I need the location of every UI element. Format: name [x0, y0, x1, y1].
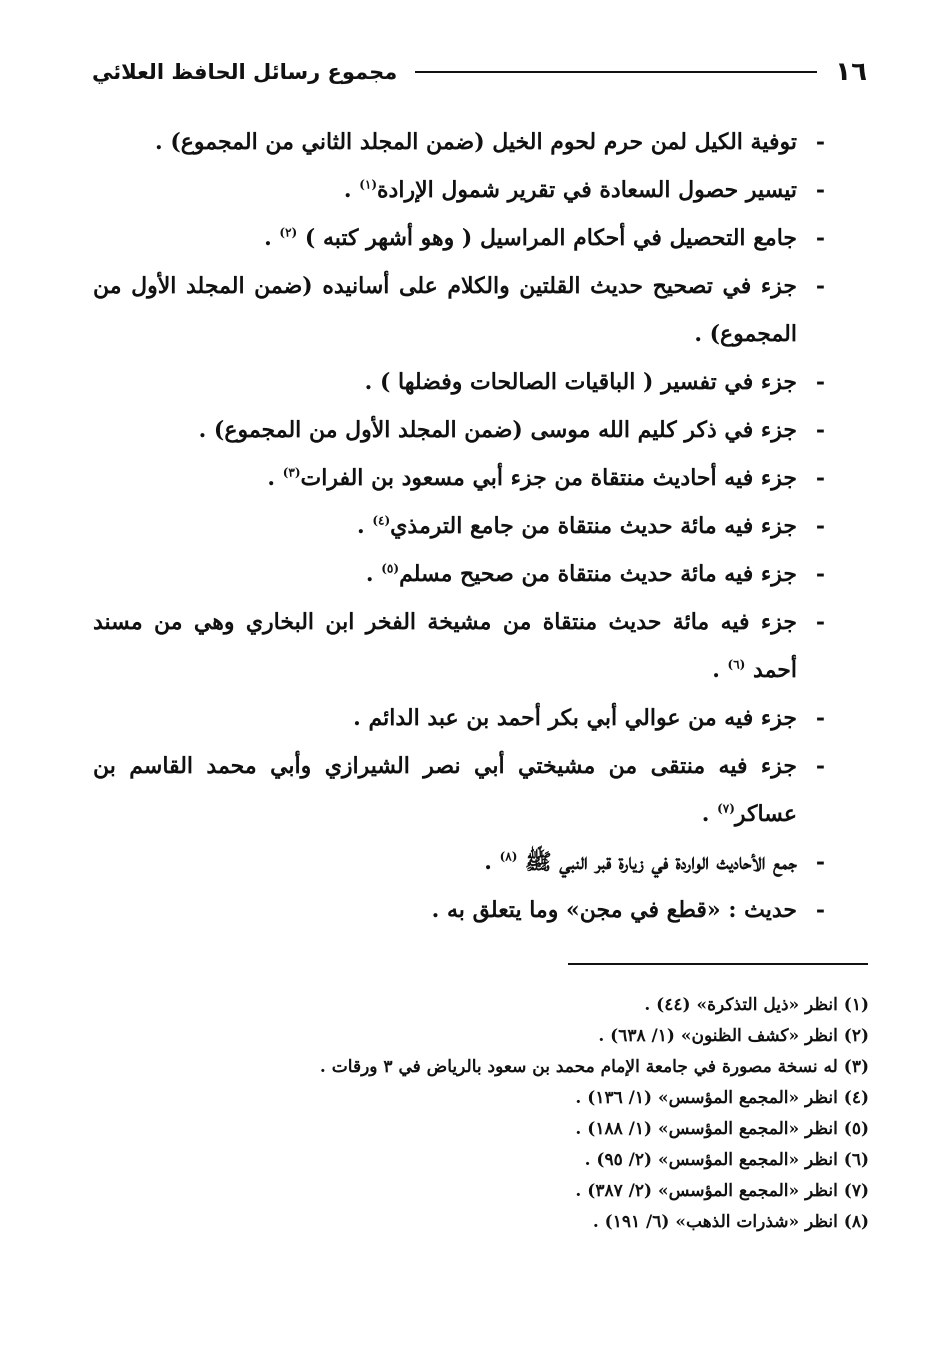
- footnote-ref[interactable]: (٧): [717, 801, 735, 816]
- list-item: - جزء فيه أحاديث منتقاة من جزء أبي مسعود بن الفرات$^{(٣)}$ .: [267, 465, 825, 491]
- footnote-ref[interactable]: (٢): [279, 225, 298, 240]
- footnote-ref[interactable]: (٦): [727, 657, 746, 672]
- list-item: - جزء فيه مائة حديث منتقاة من جامع الترمذي$^{(٤)}$ .: [357, 513, 825, 539]
- works-list: [93, 118, 825, 934]
- footnote: (٤) انظر «المجمع المؤسس» (١/ ١٣٦) .: [575, 1088, 869, 1108]
- footnote: (٧) انظر «المجمع المؤسس» (٢/ ٣٨٧) .: [575, 1181, 869, 1201]
- list-item: - جزء في تفسير ( الباقيات الصالحات وفضلها ) .: [364, 369, 825, 395]
- list-item: - جامع التحصيل في أحكام المراسيل ( وهو أشهر كتبه ) $^{(٢)}$ .: [264, 225, 825, 251]
- footnote: (٥) انظر «المجمع المؤسس» (١/ ١٨٨) .: [575, 1119, 869, 1139]
- list-item: - جزء في تصحيح حديث القلتين والكلام على أسانيده (ضمن المجلد الأول من المجموع) .: [93, 273, 825, 347]
- footnote-ref[interactable]: (٤): [372, 513, 391, 528]
- footnote-ref[interactable]: (٥): [381, 561, 400, 576]
- list-item: - جمع الأحاديث الواردة في زيارة قبر النبي ﷺ $^{(٨)}$ .: [484, 849, 825, 875]
- header-rule: [415, 71, 817, 73]
- footnote: (٨) انظر «شذرات الذهب» (٦/ ١٩١) .: [592, 1212, 869, 1232]
- footnote-ref[interactable]: (٣): [282, 465, 301, 480]
- list-item: - جزء في ذكر كليم الله موسى (ضمن المجلد الأول من المجموع) .: [198, 417, 825, 443]
- footnote-ref[interactable]: (١): [359, 177, 378, 192]
- list-item: - حديث : «قطع في مجن» وما يتعلق به .: [431, 897, 825, 923]
- page-number: ١٦: [835, 57, 867, 87]
- list-item: - جزء فيه من عوالي أبي بكر أحمد بن عبد الدائم .: [353, 705, 825, 731]
- list-item: - تيسير حصول السعادة في تقرير شمول الإرادة$^{(١)}$ .: [343, 177, 825, 203]
- list-item: - جزء فيه منتقى من مشيختي أبي نصر الشيرازي وأبي محمد القاسم بن عساكر$^{(٧)}$ .: [93, 753, 825, 827]
- footnote: (٦) انظر «المجمع المؤسس» (٢/ ٩٥) .: [584, 1150, 869, 1170]
- footnote: (٣) له نسخة مصورة في جامعة الإمام محمد بن سعود بالرياض في ٣ ورقات .: [319, 1057, 869, 1077]
- footnotes-list: [89, 990, 869, 1238]
- list-item: - جزء فيه مائة حديث منتقاة من مشيخة الفخر ابن البخاري وهي من مسند أحمد $^{(٦)}$ .: [93, 609, 825, 683]
- running-title: مجموع رسائل الحافظ العلائي: [92, 60, 398, 84]
- footnote-ref[interactable]: (٨): [499, 849, 518, 864]
- footnote: (٢) انظر «كشف الظنون» (١/ ٦٣٨) .: [598, 1026, 869, 1046]
- list-item: - توفية الكيل لمن حرم لحوم الخيل (ضمن المجلد الثاني من المجموع) .: [155, 129, 825, 155]
- page-header: [92, 52, 867, 92]
- footnote-separator: [568, 963, 868, 965]
- list-item: - جزء فيه مائة حديث منتقاة من صحيح مسلم$^{(٥)}$ .: [365, 561, 825, 587]
- footnote: (١) انظر «ذيل التذكرة» (٤٤) .: [644, 995, 869, 1015]
